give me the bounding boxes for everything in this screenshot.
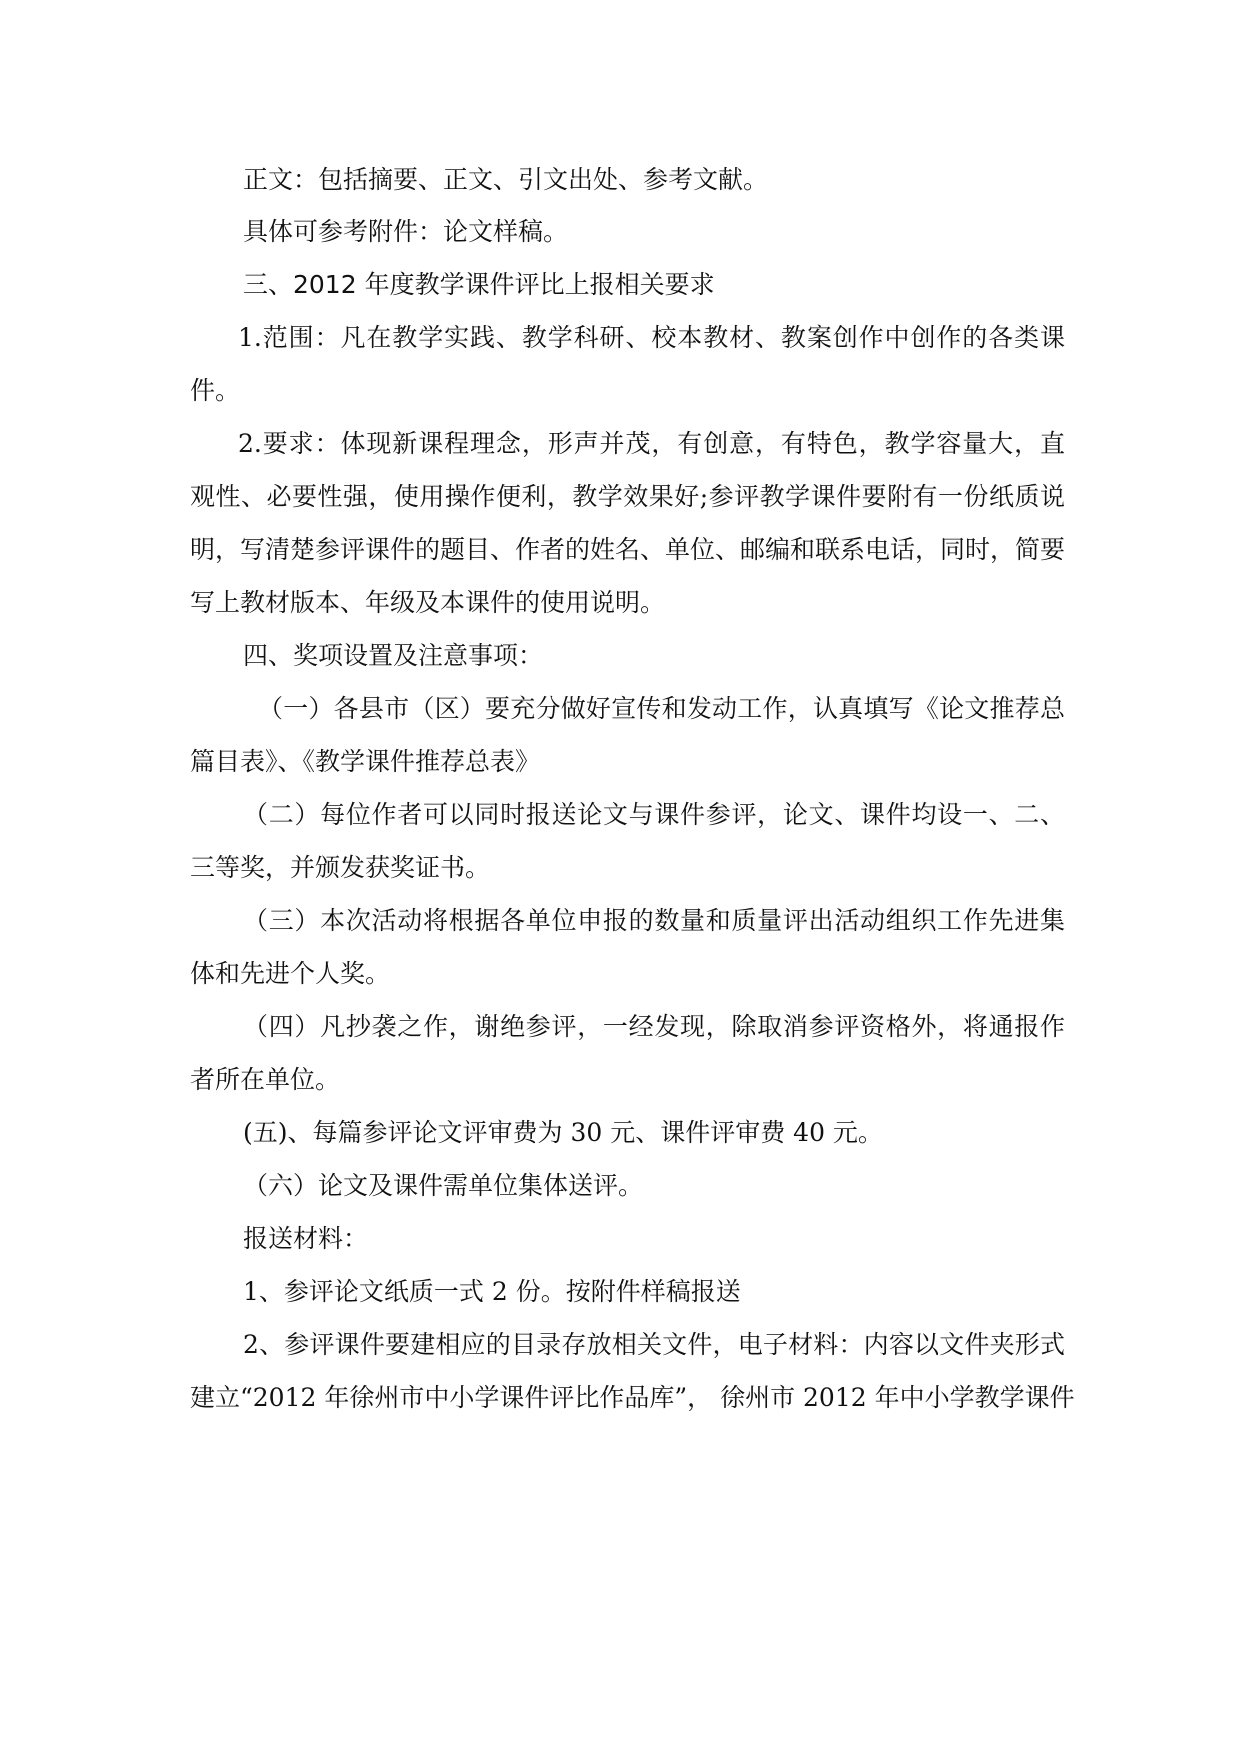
body-line: 观性、必要性强，使用操作便利，教学效果好;参评教学课件要附有一份纸质说 <box>190 482 1065 511</box>
body-line: 2、参评课件要建相应的目录存放相关文件，电子材料：内容以文件夹形式 <box>243 1330 1065 1359</box>
section-heading: 四、奖项设置及注意事项： <box>243 641 544 670</box>
body-line: 建立“2012 年徐州市中小学课件评比作品库”， 徐州市 2012 年中小学教学课件 <box>190 1383 1075 1412</box>
body-line: （六）论文及课件需单位集体送评。 <box>243 1171 644 1200</box>
body-line: 2.要求：体现新课程理念，形声并茂，有创意，有特色，教学容量大，直 <box>238 429 1065 458</box>
body-line: 正文：包括摘要、正文、引文出处、参考文献。 <box>243 165 769 194</box>
body-line: 篇目表》、《教学课件推荐总表》 <box>190 747 541 776</box>
body-line: （一）各县市（区）要充分做好宣传和发动工作，认真填写《论文推荐总 <box>258 694 1065 723</box>
body-line: 件。 <box>190 376 241 405</box>
body-line: 三等奖，并颁发获奖证书。 <box>190 853 491 882</box>
body-line: (五)、每篇参评论文评审费为 30 元、课件评审费 40 元。 <box>243 1118 883 1147</box>
section-heading: 三、2012 年度教学课件评比上报相关要求 <box>243 270 715 299</box>
body-line: （四）凡抄袭之作，谢绝参评，一经发现，除取消参评资格外，将通报作 <box>243 1012 1065 1041</box>
body-line: 者所在单位。 <box>190 1065 341 1094</box>
body-line: （二）每位作者可以同时报送论文与课件参评，论文、课件均设一、二、 <box>243 800 1065 829</box>
body-line: 明，写清楚参评课件的题目、作者的姓名、单位、邮编和联系电话，同时，简要 <box>190 535 1066 564</box>
body-line: 1、参评论文纸质一式 2 份。按附件样稿报送 <box>243 1277 741 1306</box>
body-line: 体和先进个人奖。 <box>190 959 391 988</box>
body-line: 报送材料： <box>243 1224 369 1253</box>
body-line: 写上教材版本、年级及本课件的使用说明。 <box>190 588 666 617</box>
body-line: 1.范围：凡在教学实践、教学科研、校本教材、教案创作中创作的各类课 <box>238 323 1065 352</box>
body-line: 具体可参考附件：论文样稿。 <box>243 217 569 246</box>
body-line: （三）本次活动将根据各单位申报的数量和质量评出活动组织工作先进集 <box>243 906 1065 935</box>
